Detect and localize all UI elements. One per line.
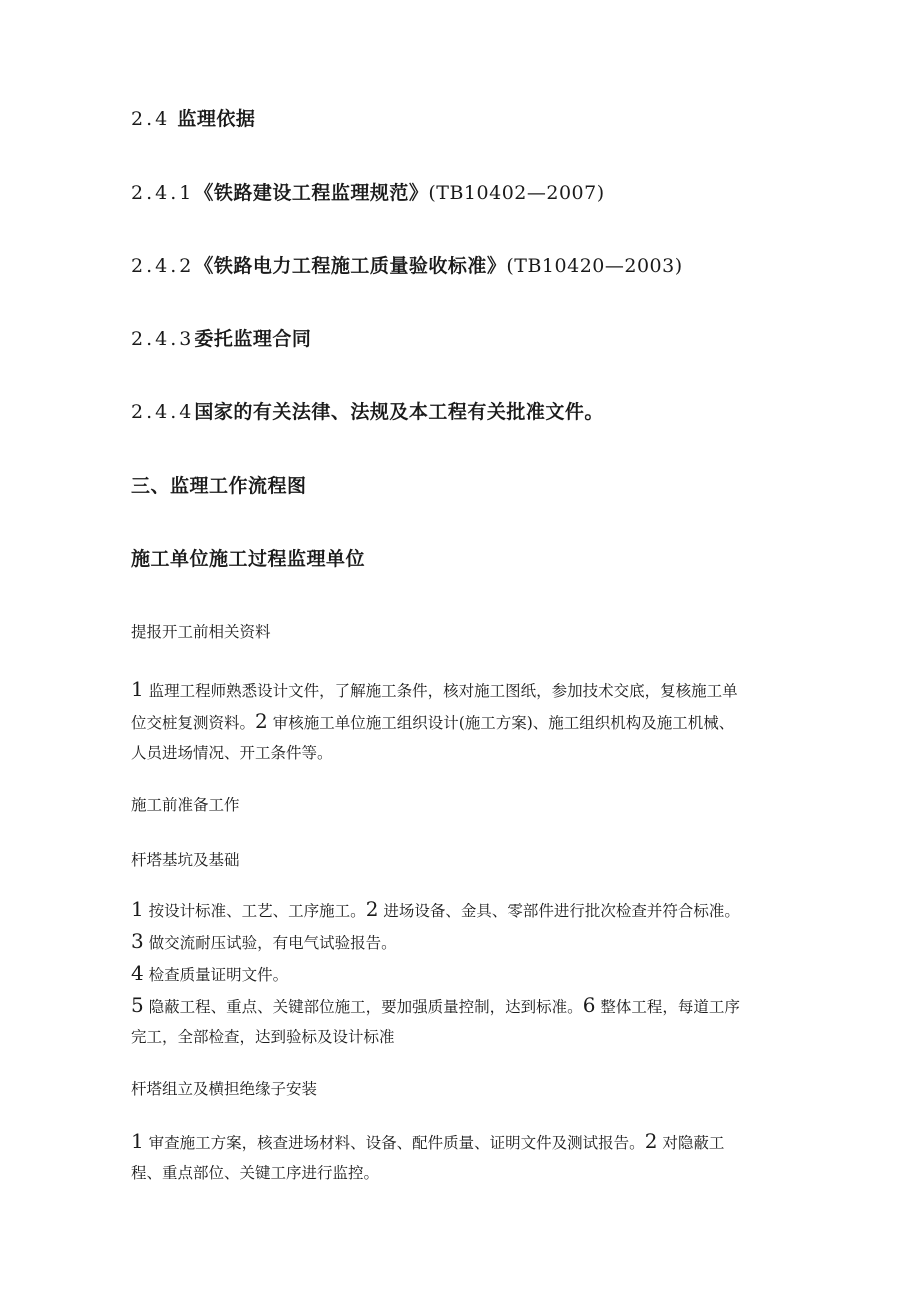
body-text-segment: 审查施工方案，核查进场材料、设备、配件质量、证明文件及测试报告。 xyxy=(148,1134,645,1152)
body-text-segment: 检查质量证明文件。 xyxy=(148,966,289,984)
heading-2-4-4 xyxy=(131,397,604,424)
body-text: 人员进场情况、开工条件等。 xyxy=(131,744,333,762)
body-text xyxy=(131,925,397,959)
section-title: 委托监理合同 xyxy=(194,328,312,350)
section-title: 《铁路建设工程监理规范》 xyxy=(194,182,429,204)
list-number: 1 xyxy=(131,677,144,701)
section-title: 三、监理工作流程图 xyxy=(131,475,307,497)
body-text: 完工，全部检查，达到验标及设计标准 xyxy=(131,1028,395,1046)
body-text-segment: 做交流耐压试验，有电气试验报告。 xyxy=(148,934,397,952)
heading-2-4 xyxy=(131,104,255,131)
list-number: 2 xyxy=(644,1129,658,1153)
body-text xyxy=(131,893,740,927)
body-text-segment: 监理工程师熟悉设计文件，了解施工条件，核对施工图纸，参加技术交底，复核施工单 xyxy=(148,682,738,700)
section-number: 2.4.1 xyxy=(131,182,195,204)
section-title: 监理依据 xyxy=(177,108,256,130)
body-text-segment: 位交桩复测资料。 xyxy=(131,714,256,732)
list-number: 2 xyxy=(255,709,268,733)
list-number: 6 xyxy=(582,993,596,1017)
body-text xyxy=(131,673,738,707)
body-text-segment: 隐蔽工程、重点、关键部位施工，要加强质量控制，达到标准。 xyxy=(148,998,583,1016)
body-text xyxy=(131,1125,724,1159)
body-text: 杆塔组立及横担绝缘子安装 xyxy=(131,1080,318,1098)
list-number: 2 xyxy=(365,897,379,921)
body-text xyxy=(131,705,734,739)
standard-code: (TB10420—2003) xyxy=(506,255,683,277)
list-number: 1 xyxy=(131,897,144,921)
list-number: 4 xyxy=(131,961,144,985)
body-text: 施工前准备工作 xyxy=(131,796,240,814)
body-text: 程、重点部位、关键工序进行监控。 xyxy=(131,1164,380,1182)
flow-header xyxy=(131,544,365,571)
body-text xyxy=(131,989,740,1023)
standard-code: (TB10402—2007) xyxy=(428,182,605,204)
body-text-segment: 按设计标准、工艺、工序施工。 xyxy=(148,902,366,920)
heading-2-4-3 xyxy=(131,324,311,351)
heading-2-4-2 xyxy=(131,251,683,278)
flow-header-title: 施工单位施工过程监理单位 xyxy=(131,548,366,570)
section-number: 2.4 xyxy=(131,108,171,130)
body-text-segment: 审核施工单位施工组织设计(施工方案)、施工组织机构及施工机械、 xyxy=(272,714,735,732)
section-title: 《铁路电力工程施工质量验收标准》 xyxy=(194,255,507,277)
body-text-segment: 对隐蔽工 xyxy=(662,1134,725,1152)
body-text-segment: 整体工程，每道工序 xyxy=(600,998,740,1016)
section-number: 2.4.2 xyxy=(131,255,195,277)
list-number: 1 xyxy=(131,1129,144,1153)
body-text: 提报开工前相关资料 xyxy=(131,623,271,641)
section-number: 2.4.3 xyxy=(131,328,195,350)
body-text-segment: 进场设备、金具、零部件进行批次检查并符合标准。 xyxy=(383,902,740,920)
heading-3 xyxy=(131,471,307,498)
heading-2-4-1 xyxy=(131,178,605,205)
body-text xyxy=(131,957,288,991)
list-number: 3 xyxy=(131,929,144,953)
list-number: 5 xyxy=(131,993,144,1017)
section-number: 2.4.4 xyxy=(131,401,195,423)
body-text: 杆塔基坑及基础 xyxy=(131,851,240,869)
section-title: 国家的有关法律、法规及本工程有关批准文件。 xyxy=(194,401,604,423)
